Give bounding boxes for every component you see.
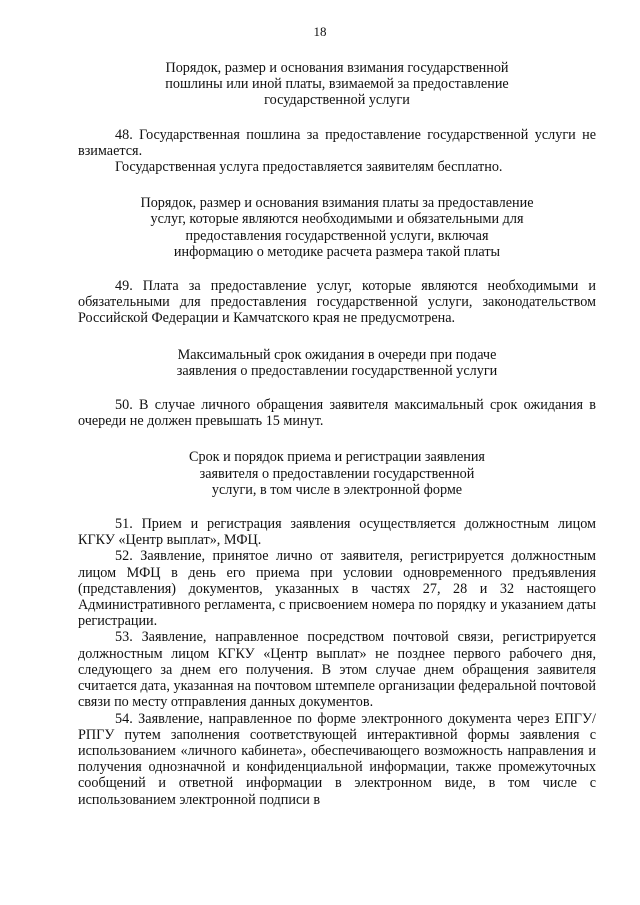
paragraph-49: 49. Плата за предоставление услуг, которые являются необходимыми и обязательными для предоставления государственной услуги, законодательством Российской Федерации и Камчатского края не предусмотрена. [78, 278, 596, 327]
heading-line: услуг, которые являются необходимыми и обязательными для [150, 211, 524, 228]
heading-line: заявителя о предоставлении государственной [199, 465, 475, 482]
paragraph-48: 48. Государственная пошлина за предоставление государственной услуги не взимается. [78, 126, 596, 159]
page-number: 18 [313, 24, 327, 39]
section-heading-fees [78, 60, 596, 109]
heading-line: государственной услуги [264, 92, 410, 109]
heading-line: Порядок, размер и основания взимания платы за предоставление [140, 195, 534, 212]
section-heading-queue-time [78, 347, 596, 379]
heading-line: предоставления государственной услуги, включая [185, 227, 489, 244]
heading-line: информацию о методике расчета размера такой платы [173, 243, 501, 260]
paragraph-54: 54. Заявление, направленное по форме электронного документа через ЕПГУ/РПГУ путем заполнения соответствующей интерактивной формы заявления с использованием «личного кабинета», обеспечивающего возможность направления и получения однозначной и конфиденциальной информации, также промежуточных сообщений и ответной информации в электронном виде, в том числе с использованием электронной подписи в [78, 710, 596, 808]
heading-line: пошлины или иной платы, взимаемой за предоставление [165, 76, 509, 93]
section-heading-additional-fees [78, 195, 596, 260]
paragraph-51: 51. Прием и регистрация заявления осуществляется должностным лицом КГКУ «Центр выплат», МФЦ. [78, 516, 596, 549]
heading-line: Порядок, размер и основания взимания государственной [165, 60, 509, 76]
section-heading-registration [78, 449, 596, 498]
heading-line: услуги, в том числе в электронной форме [211, 481, 463, 498]
heading-line: Срок и порядок приема и регистрации заявления [189, 449, 485, 466]
heading-line: Максимальный срок ожидания в очереди при подаче [177, 346, 497, 363]
page-content [78, 60, 596, 808]
heading-line: заявления о предоставлении государственной услуги [176, 362, 498, 379]
paragraph-52: 52. Заявление, принятое лично от заявителя, регистрируется должностным лицом МФЦ в день его приема при условии одновременного предъявления (представления) документов, указанных в частях 27, 28 и 32 настоящего Административного регламента, с присвоением номера по порядку и указанием даты регистрации. [78, 548, 596, 630]
paragraph-free-service: Государственная услуга предоставляется заявителям бесплатно. [115, 159, 503, 176]
paragraph-50: 50. В случае личного обращения заявителя максимальный срок ожидания в очереди не должен превышать 15 минут. [78, 397, 596, 430]
paragraph-53: 53. Заявление, направленное посредством почтовой связи, регистрируется должностным лицом КГКУ «Центр выплат» не позднее первого рабочего дня, следующего за днем его получения. В этом случае днем обращения заявителя считается дата, указанная на почтовом штемпеле организации федеральной почтовой связи по месту отправления данных документов. [78, 629, 596, 711]
